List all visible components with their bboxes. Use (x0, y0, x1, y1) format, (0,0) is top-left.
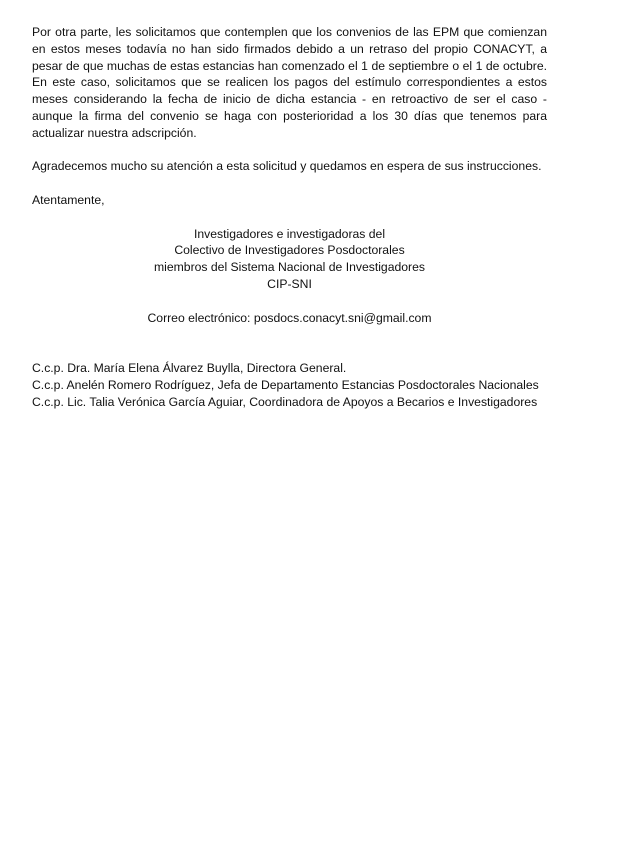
body-paragraph-2: Agradecemos mucho su atención a esta solicitud y quedamos en espera de sus instrucciones. (32, 159, 542, 174)
closing-salutation: Atentamente, (32, 192, 105, 207)
signature-line-2: Colectivo de Investigadores Posdoctorales (174, 243, 405, 258)
signature-line-1: Investigadores e investigadoras del (193, 226, 386, 241)
cc-line-1: C.c.p. Dra. María Elena Álvarez Buylla, Directora General. (32, 361, 347, 376)
signature-block (32, 226, 547, 293)
letter-page (32, 24, 547, 411)
cc-line-3: C.c.p. Lic. Talia Verónica García Aguiar, Coordinadora de Apoyos a Becarios e Investigadores (32, 394, 538, 409)
body-paragraph-1: Por otra parte, les solicitamos que contemplen que los convenios de las EPM que comienzan en estos meses todavía no han sido firmados debido a un retraso del propio CONACYT, a pesar de que muchas de estas estancias han comenzado el 1 de septiembre o el 1 de octubre. En este caso, solicitamos que se realicen los pagos del estímulo correspondientes a estos meses considerando la fecha de inicio de dicha estancia - en retroactivo de ser el caso - aunque la firma del convenio se haga con posterioridad a los 30 días que tenemos para actualizar nuestra adscripción. (32, 25, 547, 140)
cc-line-2: C.c.p. Anelén Romero Rodríguez, Jefa de Departamento Estancias Posdoctorales Nacionales (32, 378, 539, 393)
signature-line-4: CIP-SNI (267, 276, 312, 291)
contact-email: Correo electrónico: posdocs.conacyt.sni@gmail.com (147, 310, 432, 325)
cc-list (32, 360, 547, 410)
signature-line-3: miembros del Sistema Nacional de Investigadores (154, 260, 425, 275)
